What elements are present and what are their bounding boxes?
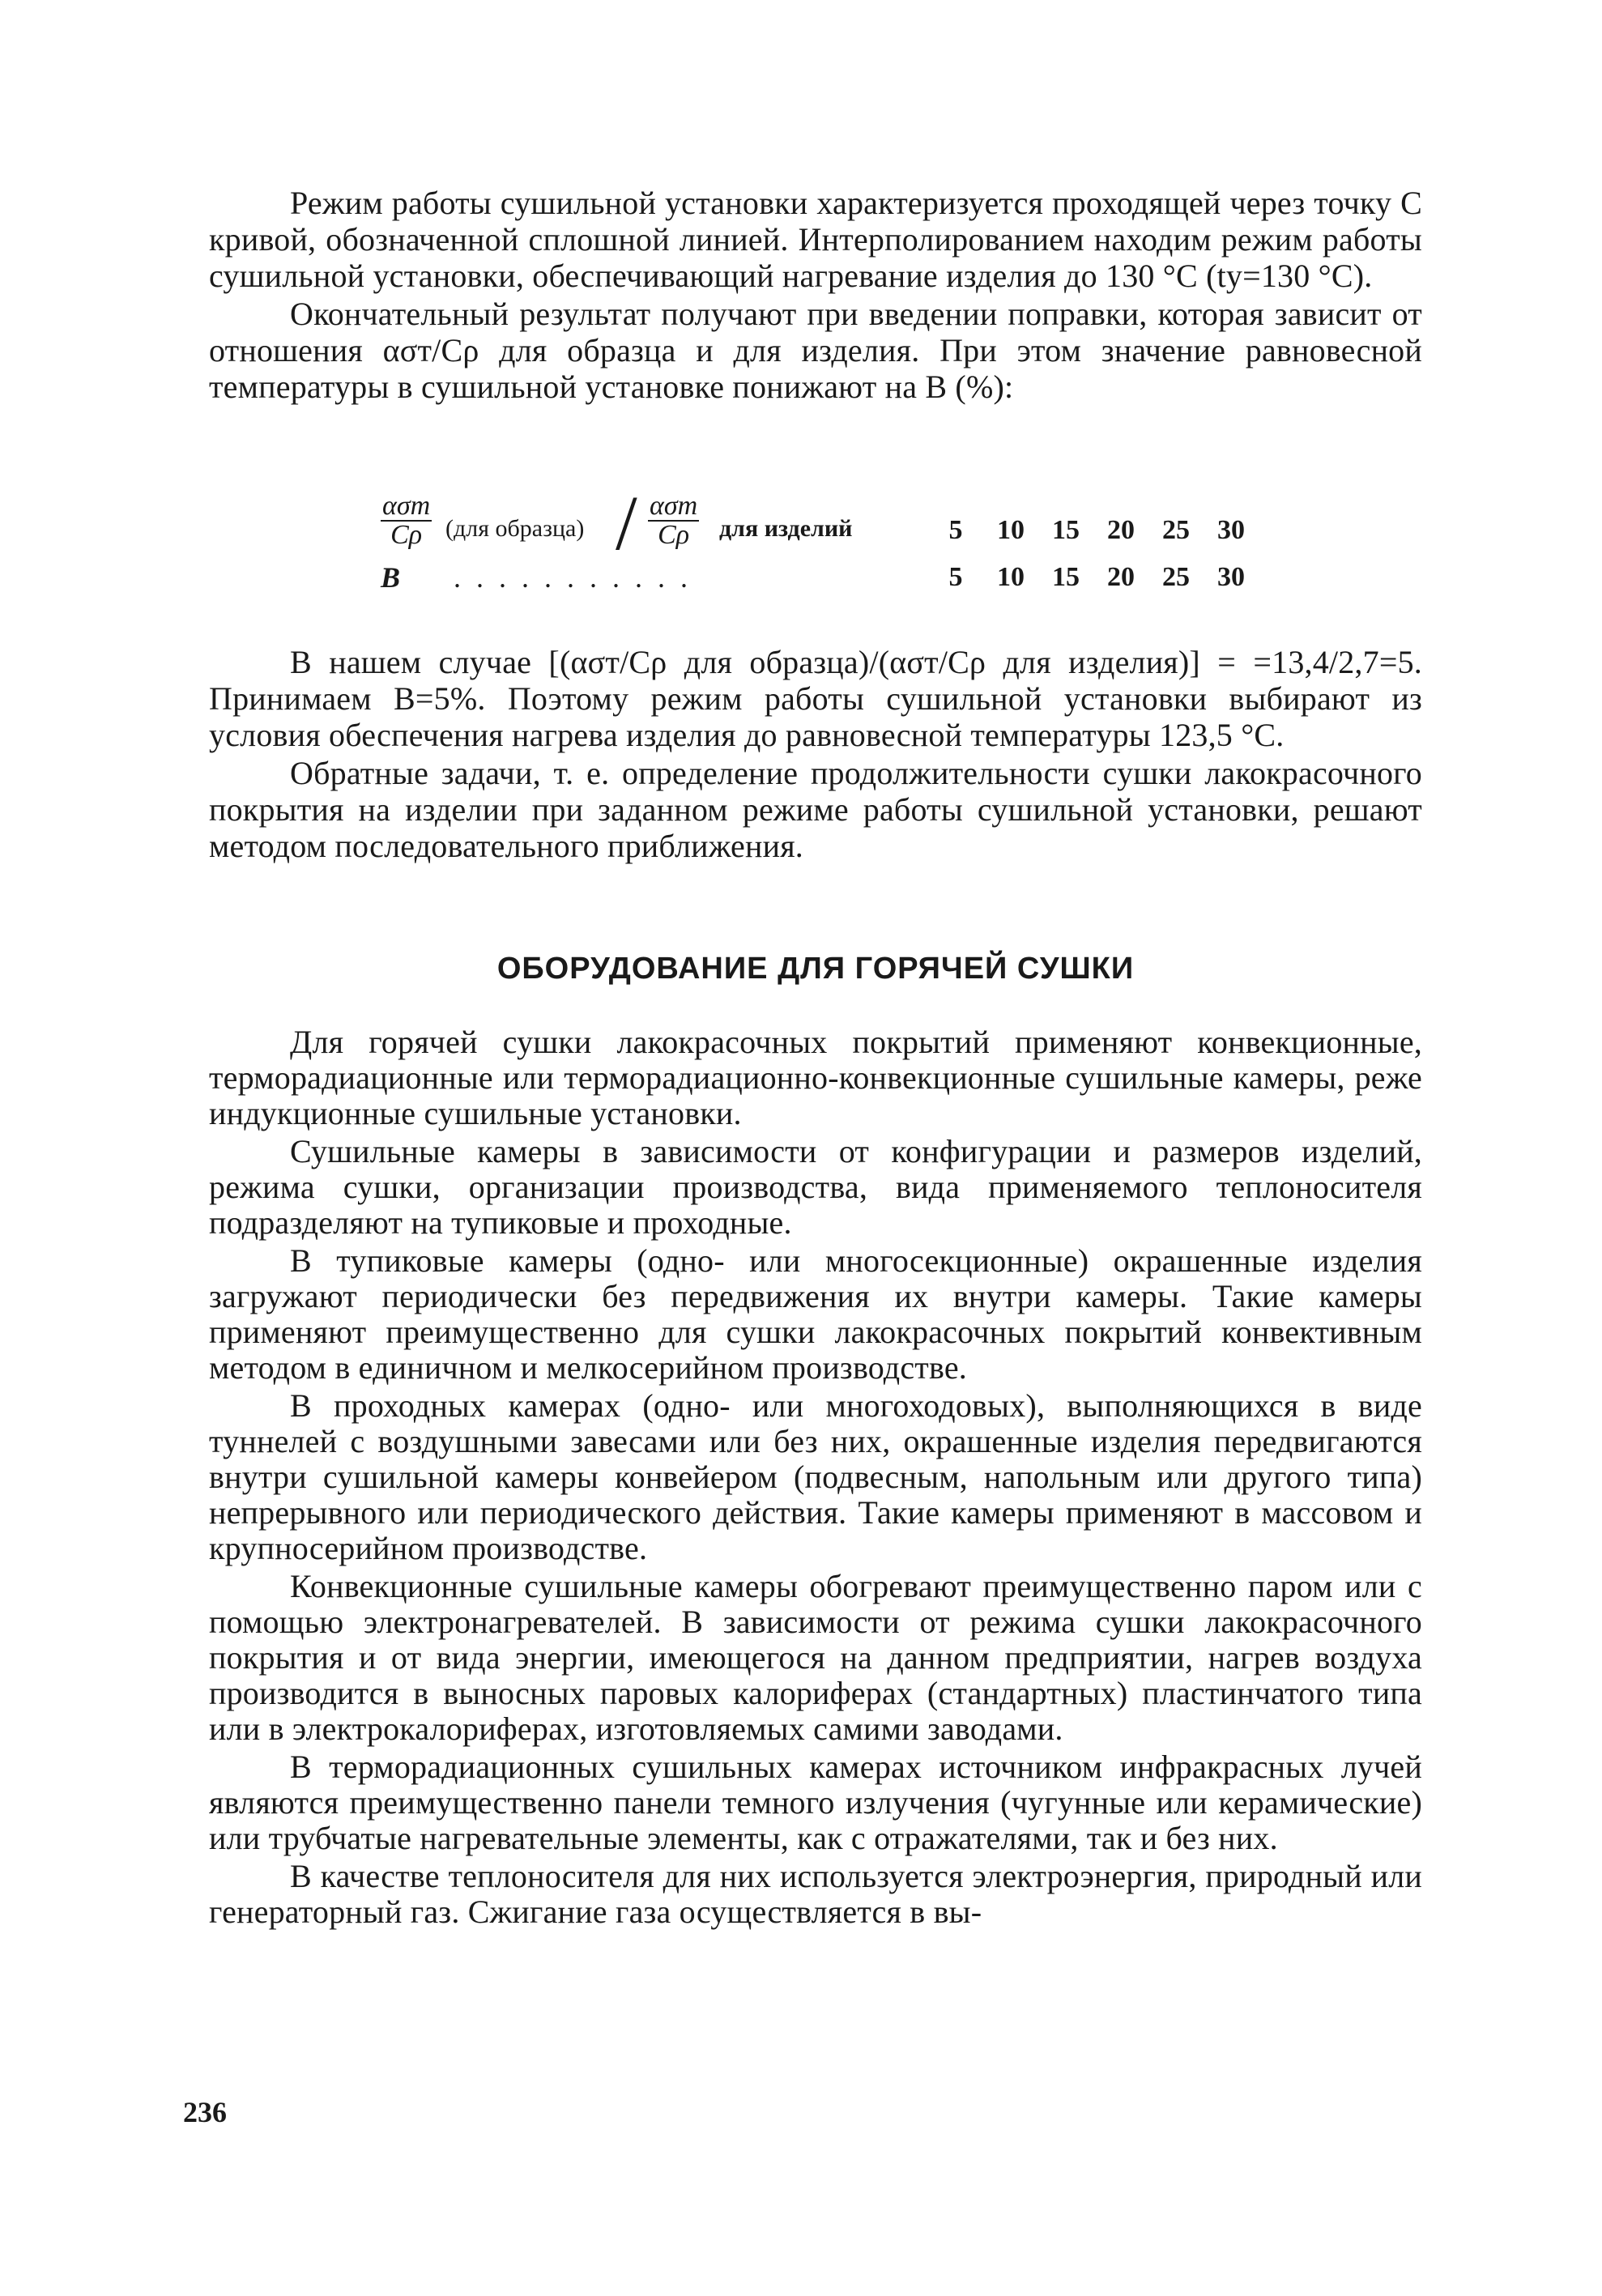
table-cell: 5 bbox=[948, 515, 963, 545]
text-block-calculation bbox=[209, 644, 1422, 864]
table-cell: 30 bbox=[1217, 562, 1245, 592]
paragraph: Окончательный результат получают при введении поправки, которая зависит от отношения ασт/Cρ для образца и для изделия. При этом значение равновесной температуры в сушильной установке понижают на B (%): bbox=[209, 296, 1422, 405]
row-label-b: B bbox=[381, 561, 401, 594]
paragraph: В качестве теплоносителя для них используется электроэнергия, природный или генераторный газ. Сжигание газа осуществляется в вы- bbox=[209, 1858, 1422, 1930]
paragraph: В нашем случае [(ασт/Cρ для образца)/(ασт/Cρ для изделия)] = =13,4/2,7=5. Принимаем B=5%. Поэтому режим работы сушильной установки выбирают из условия обеспечения нагрева изделия до равновесной температуры 123,5 °С. bbox=[209, 644, 1422, 753]
text-block-intro bbox=[209, 185, 1422, 405]
table-cell: 10 bbox=[997, 515, 1025, 545]
leader-dots: ........... bbox=[454, 561, 703, 594]
label-product: для изделий bbox=[719, 515, 853, 542]
section-heading: ОБОРУДОВАНИЕ ДЛЯ ГОРЯЧЕЙ СУШКИ bbox=[496, 952, 1135, 986]
table-cell: 20 bbox=[1107, 562, 1135, 592]
table-cell: 25 bbox=[1162, 562, 1190, 592]
paragraph: Конвекционные сушильные камеры обогревают преимущественно паром или с помощью электронагревателей. В зависимости от режима сушки лакокрасочного покрытия и от вида энергии, имеющегося на данном предприятии, нагрев воздуха производится в выносных паровых калориферах (стандартных) пластинчатого типа или в электрокалориферах, изготовляемых самими заводами. bbox=[209, 1568, 1422, 1747]
table-cell: 20 bbox=[1107, 515, 1135, 545]
fraction-numerator: ασт bbox=[650, 491, 698, 521]
fraction-product bbox=[648, 492, 699, 549]
paragraph: В тупиковые камеры (одно- или многосекционные) окрашенные изделия загружают периодически без передвижения их внутри камеры. Такие камеры применяют преимущественно для сушки лакокрасочных покрытий конвективным методом в единичном и мелкосерийном производстве. bbox=[209, 1242, 1422, 1386]
page-number: 236 bbox=[183, 2096, 227, 2128]
fraction-numerator: ασт bbox=[382, 491, 431, 521]
paragraph: Для горячей сушки лакокрасочных покрытий применяют конвекционные, терморадиационные или терморадиационно-конвекционные сушильные камеры, реже индукционные сушильные установки. bbox=[209, 1024, 1422, 1131]
correction-table bbox=[381, 479, 1272, 607]
division-slash: / bbox=[616, 479, 637, 566]
label-sample: (для образца) bbox=[445, 515, 585, 542]
fraction-sample bbox=[381, 492, 432, 549]
table-cell: 30 bbox=[1217, 515, 1245, 545]
fraction-denominator: Cρ bbox=[658, 520, 690, 550]
paragraph: Режим работы сушильной установки характеризуется проходящей через точку С кривой, обозначенной сплошной линией. Интерполированием находим режим работы сушильной установки, обеспечивающий нагревание изделия до 130 °С (tу=130 °С). bbox=[209, 185, 1422, 294]
table-cell: 15 bbox=[1052, 562, 1080, 592]
fraction-denominator: Cρ bbox=[390, 520, 423, 550]
table-cell: 25 bbox=[1162, 515, 1190, 545]
table-cell: 10 bbox=[997, 562, 1025, 592]
paragraph: Сушильные камеры в зависимости от конфигурации и размеров изделий, режима сушки, организации производства, вида применяемого теплоносителя подразделяют на тупиковые и проходные. bbox=[209, 1133, 1422, 1241]
text-block-equipment bbox=[209, 1024, 1422, 1930]
paragraph: В терморадиационных сушильных камерах источником инфракрасных лучей являются преимущественно панели темного излучения (чугунные или керамические) или трубчатые нагревательные элементы, как с отражателями, так и без них. bbox=[209, 1749, 1422, 1856]
table-cell: 5 bbox=[948, 562, 963, 592]
table-cell: 15 bbox=[1052, 515, 1080, 545]
paragraph: Обратные задачи, т. е. определение продолжительности сушки лакокрасочного покрытия на изделии при заданном режиме работы сушильной установки, решают методом последовательного приближения. bbox=[209, 755, 1422, 864]
paragraph: В проходных камерах (одно- или многоходовых), выполняющихся в виде туннелей с воздушными завесами или без них, окрашенные изделия передвигаются внутри сушильной камеры конвейером (подвесным, напольным или другого типа) непрерывного или периодического действия. Такие камеры применяют в массовом и крупносерийном производстве. bbox=[209, 1387, 1422, 1566]
